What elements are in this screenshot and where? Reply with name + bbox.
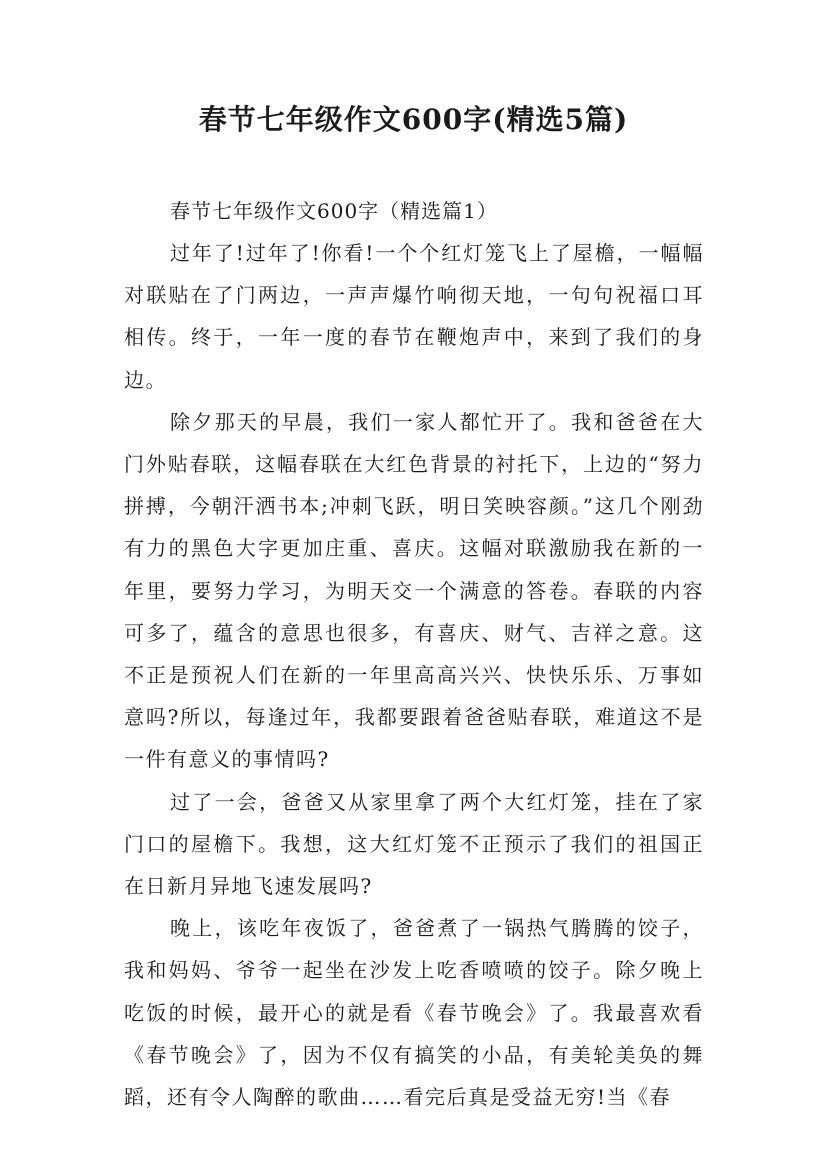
section-subtitle: 春节七年级作文600字（精选篇1） (170, 199, 498, 223)
paragraph-2: 除夕那天的早晨，我们一家人都忙开了。我和爸爸在大门外贴春联，这幅春联在大红色背景的衬托下，上边的“努力拼搏，今朝汗洒书本;冲刺飞跃，明日笑映容颜。”这几个刚劲有力的黑色大字更加庄重、喜庆。这幅对联激励我在新的一年里，要努力学习，为明天交一个满意的答卷。春联的内容可多了，蕴含的意思也很多，有喜庆、财气、吉祥之意。这不正是预祝人们在新的一年里高高兴兴、快快乐乐、万事如意吗?所以，每逢过年，我都要跟着爸爸贴春联，难道这不是一件有意义的事情吗? (124, 409, 704, 772)
paragraph-1: 过年了!过年了!你看!一个个红灯笼飞上了屋檐，一幅幅对联贴在了门两边，一声声爆竹响彻天地，一句句祝福口耳相传。终于，一年一度的春节在鞭炮声中，来到了我们的身边。 (124, 241, 704, 392)
paragraph-3: 过了一会，爸爸又从家里拿了两个大红灯笼，挂在了家门口的屋檐下。我想，这大红灯笼不正预示了我们的祖国正在日新月异地飞速发展吗? (124, 789, 704, 899)
document-title: 春节七年级作文600字(精选5篇) (198, 103, 629, 136)
paragraph-4: 晚上，该吃年夜饭了，爸爸煮了一锅热气腾腾的饺子，我和妈妈、爷爷一起坐在沙发上吃香喷喷的饺子。除夕晚上吃饭的时候，最开心的就是看《春节晚会》了。我最喜欢看《春节晚会》了，因为不仅有搞笑的小品，有美轮美奂的舞蹈，还有令人陶醉的歌曲……看完后真是受益无穷!当《春 (124, 916, 704, 1110)
document-body (124, 190, 704, 1118)
